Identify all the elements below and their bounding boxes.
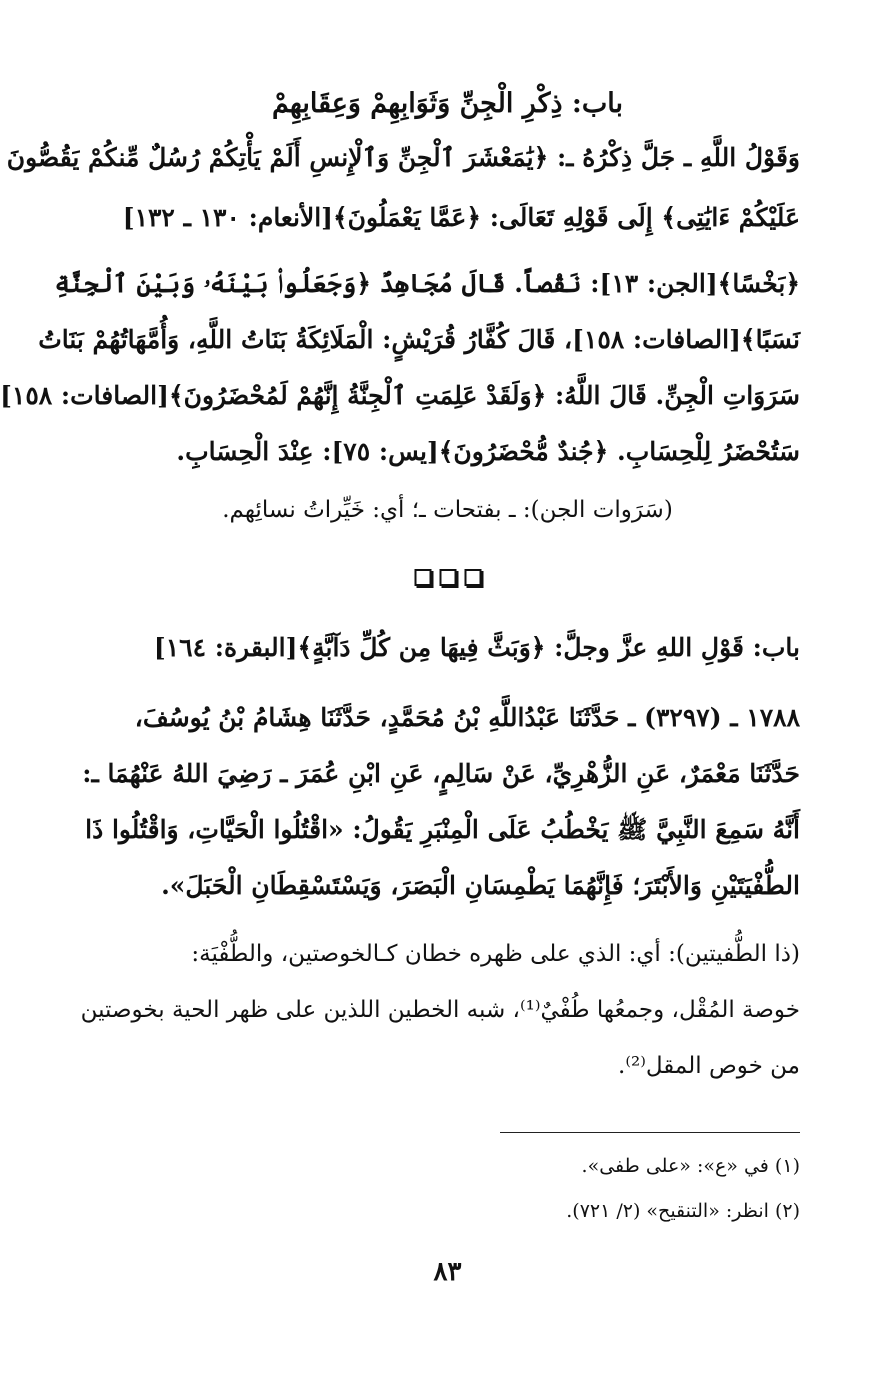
- footnote: (٢) انظر: «التنقيح» (٢/ ٧٢١).: [566, 1200, 800, 1222]
- commentary-line: ﴿بَخْسًا﴾[الجن: ١٣]: نَقْصاً. قَالَ مُجَاهِدٌ ﴿وَجَعَلُوا۟ بَيْنَهُۥ وَبَيْنَ ٱلْجِنَّةِ: [54, 269, 800, 298]
- commentary-line: سَتُحْضَرُ لِلْحِسَابِ. ﴿جُندٌ مُّحْضَرُونَ﴾[يس: ٧٥]: عِنْدَ الْحِسَابِ.: [176, 437, 800, 466]
- page-number: ٨٣: [433, 1257, 462, 1287]
- hadith-line: أَنَّهُ سَمِعَ النَّبِيَّ ﷺ يَخْطُبُ عَلَى الْمِنْبَرِ يَقُولُ: «اقْتُلُوا الْحَيَّاتِ، وَاقْتُلُوا ذَا: [85, 815, 800, 844]
- chapter-title: باب: ذِكْرِ الْجِنِّ وَثَوَابِهِمْ وَعِقَابِهِمْ: [271, 88, 624, 119]
- divider-box: [439, 569, 456, 586]
- footnote-rule: [500, 1132, 800, 1133]
- verse-line: وَقَوْلُ اللَّهِ ـ جَلَّ ذِكْرُهُ ـ: ﴿يَٰمَعْشَرَ ٱلْجِنِّ وَٱلْإِنسِ أَلَمْ يَأْتِكُمْ رُسُلٌ مِّنكُمْ يَقُصُّونَ: [6, 143, 800, 172]
- divider-box: [464, 569, 481, 586]
- hadith-line: حَدَّثَنَا مَعْمَرٌ، عَنِ الزُّهْرِيِّ، عَنْ سَالِمٍ، عَنِ ابْنِ عُمَرَ ـ رَضِيَ اللهُ عَنْهُمَا ـ:: [82, 759, 800, 788]
- verse-line: عَلَيْكُمْ ءَايَٰتِى﴾ إِلَى قَوْلِهِ تَعَالَى: ﴿عَمَّا يَعْمَلُونَ﴾[الأنعام: ١٣٠ ـ ١٣٢]: [122, 203, 800, 232]
- hadith-line: الطُّفْيَتَيْنِ وَالأَبْتَرَ؛ فَإِنَّهُمَا يَطْمِسَانِ الْبَصَرَ، وَيَسْتَسْقِطَانِ الْحَبَلَ».: [161, 871, 800, 900]
- hadith-line: ١٧٨٨ ـ (٣٢٩٧) ـ حَدَّثَنَا عَبْدُاللَّهِ بْنُ مُحَمَّدٍ، حَدَّثَنَا هِشَامُ بْنُ يُوسُفَ،: [134, 703, 800, 732]
- explanation-line: من خوص المقل⁽²⁾.: [618, 1053, 800, 1079]
- section-divider: [414, 569, 481, 586]
- explanation-line: (سَرَوات الجن): ـ بفتحات ـ؛ أي: خَيِّراتُ نسائِهم.: [222, 497, 673, 523]
- explanation-line: (ذا الطُّفيتين): أي: الذي على ظهره خطان كـالخوصتين، والطُّفْيَة:: [191, 941, 800, 967]
- explanation-line: خوصة المُقْل، وجمعُها طُفْيٌ⁽¹⁾، شبه الخطين اللذين على ظهر الحية بخوصتين: [80, 997, 800, 1023]
- footnote: (١) في «ع»: «على طفى».: [581, 1155, 800, 1177]
- commentary-line: سَرَوَاتِ الْجِنِّ. قَالَ اللَّهُ: ﴿وَلَقَدْ عَلِمَتِ ٱلْجِنَّةُ إِنَّهُمْ لَمُحْضَرُونَ﴾[الصافات: ١٥٨]: [0, 381, 800, 410]
- divider-box: [414, 569, 431, 586]
- chapter-title: باب: قَوْلِ اللهِ عزَّ وجلَّ: ﴿وَبَثَّ فِيهَا مِن كُلِّ دَآبَّةٍ﴾[البقرة: ١٦٤]: [153, 633, 800, 662]
- commentary-line: نَسَبًا﴾[الصافات: ١٥٨]، قَالَ كُفَّارُ قُرَيْشٍ: الْمَلَائِكَةُ بَنَاتُ اللَّهِ، وَأُمَّهَاتُهُمْ بَنَاتُ: [38, 325, 800, 354]
